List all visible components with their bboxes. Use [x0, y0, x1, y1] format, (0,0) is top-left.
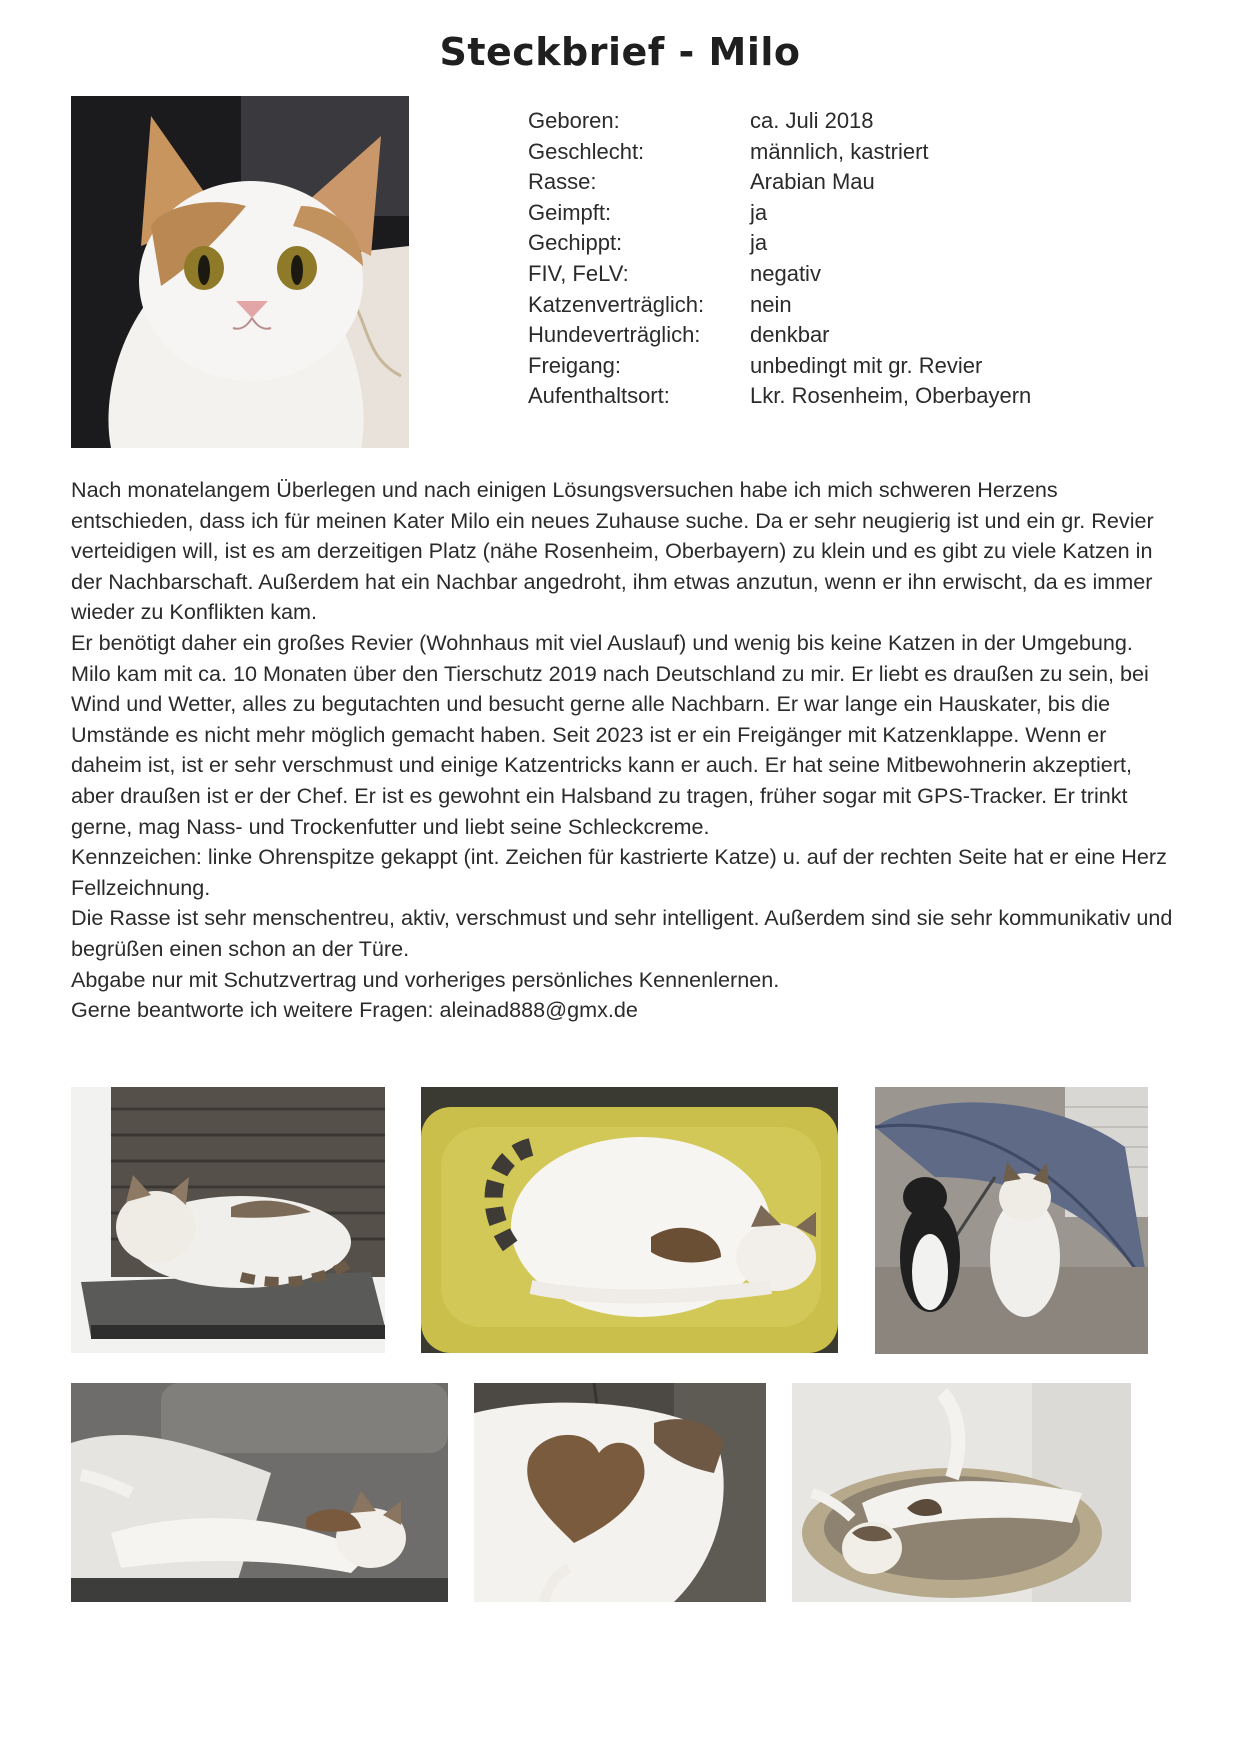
gallery-photo-umbrella [875, 1087, 1148, 1354]
fact-value: Lkr. Rosenheim, Oberbayern [750, 383, 1032, 409]
fact-row [528, 106, 1031, 137]
fact-row [528, 137, 1031, 168]
fact-row [528, 320, 1031, 351]
story-paragraph: Abgabe nur mit Schutzvertrag und vorheriges persönliches Kennenlernen. [71, 966, 780, 992]
gallery-photo-bench [71, 1087, 385, 1353]
fact-value: ja [750, 230, 768, 256]
gallery-photo-heart-marking [474, 1383, 766, 1602]
fact-value: denkbar [750, 322, 830, 348]
fact-label: Hundeverträglich: [528, 322, 701, 348]
story-paragraph: Kennzeichen: linke Ohrenspitze gekappt (int. Zeichen für kastrierte Katze) u. auf der rechten Seite hat er eine Herz Fellzeichnung. [71, 844, 1167, 900]
gallery-photo-sofa [71, 1383, 448, 1602]
fact-label: Geschlecht: [528, 138, 645, 164]
gallery-photo-pillow [421, 1087, 838, 1353]
fact-row [528, 351, 1031, 382]
fact-value: nein [750, 291, 792, 317]
gallery-photo-scratch-bed [792, 1383, 1131, 1602]
fact-row [528, 381, 1031, 412]
fact-label: Geboren: [528, 108, 620, 133]
fact-label: Katzenverträglich: [528, 291, 705, 317]
story-paragraph: Er benötigt daher ein großes Revier (Wohnhaus mit viel Auslauf) und wenig bis keine Katzen in der Umgebung. [71, 629, 1133, 655]
story-paragraph: Die Rasse ist sehr menschentreu, aktiv, verschmust und sehr intelligent. Außerdem sind sie sehr kommunikativ und begrüßen einen schon an der Türe. [71, 905, 1173, 961]
fact-value: Arabian Mau [750, 169, 875, 195]
fact-row [528, 290, 1031, 321]
fact-value: männlich, kastriert [750, 138, 929, 164]
fact-value: ja [750, 199, 768, 225]
story-paragraph: Milo kam mit ca. 10 Monaten über den Tierschutz 2019 nach Deutschland zu mir. Er liebt es draußen zu sein, bei Wind und Wetter, alles zu begutachten und besucht gerne alle Nachbarn. Er war lange ein Hauskater, bis die Umstände es nicht mehr möglich gemacht haben. Seit 2023 ist er ein Freigänger mit Katzenklappe. Wenn er daheim ist, ist er sehr verschmust und einige Katzentricks kann er auch. Er hat seine Mitbewohnerin akzeptiert, aber draußen ist er der Chef. Er ist es gewohnt ein Halsband zu tragen, früher sogar mit GPS-Tracker. Er trinkt gerne, mag Nass- und Trockenfutter und liebt seine Schleckcreme. [71, 660, 1149, 839]
fact-label: Freigang: [528, 352, 621, 378]
contact-line: Gerne beantworte ich weitere Fragen: aleinad888@gmx.de [71, 997, 638, 1023]
story-paragraph: Nach monatelangem Überlegen und nach einigen Lösungsversuchen habe ich mich schweren Herzens entschieden, dass ich für meinen Kater Milo ein neues Zuhause suche. Da er sehr neugierig ist und ein gr. Revier verteidigen will, ist es am derzeitigen Platz (nähe Rosenheim, Oberbayern) zu klein und es gibt zu viele Katzen in der Nachbarschaft. Außerdem hat ein Nachbar angedroht, ihm etwas anzutun, wenn er ihn erwischt, da es immer wieder zu Konflikten kam. [71, 477, 1154, 625]
fact-label: Aufenthaltsort: [528, 383, 670, 409]
portrait-photo [71, 96, 409, 448]
fact-value: negativ [750, 260, 821, 286]
fact-row [528, 228, 1031, 259]
description-text [71, 475, 1181, 1026]
page-title: Steckbrief - Milo [439, 30, 801, 74]
fact-label: Rasse: [528, 169, 597, 195]
fact-label: Geimpft: [528, 199, 612, 225]
fact-row [528, 167, 1031, 198]
fact-value: unbedingt mit gr. Revier [750, 352, 983, 378]
fact-label: Gechippt: [528, 230, 623, 256]
facts-table [528, 106, 1031, 412]
fact-row [528, 198, 1031, 229]
fact-label: FIV, FeLV: [528, 260, 629, 286]
fact-row [528, 259, 1031, 290]
fact-value: ca. Juli 2018 [750, 108, 874, 133]
